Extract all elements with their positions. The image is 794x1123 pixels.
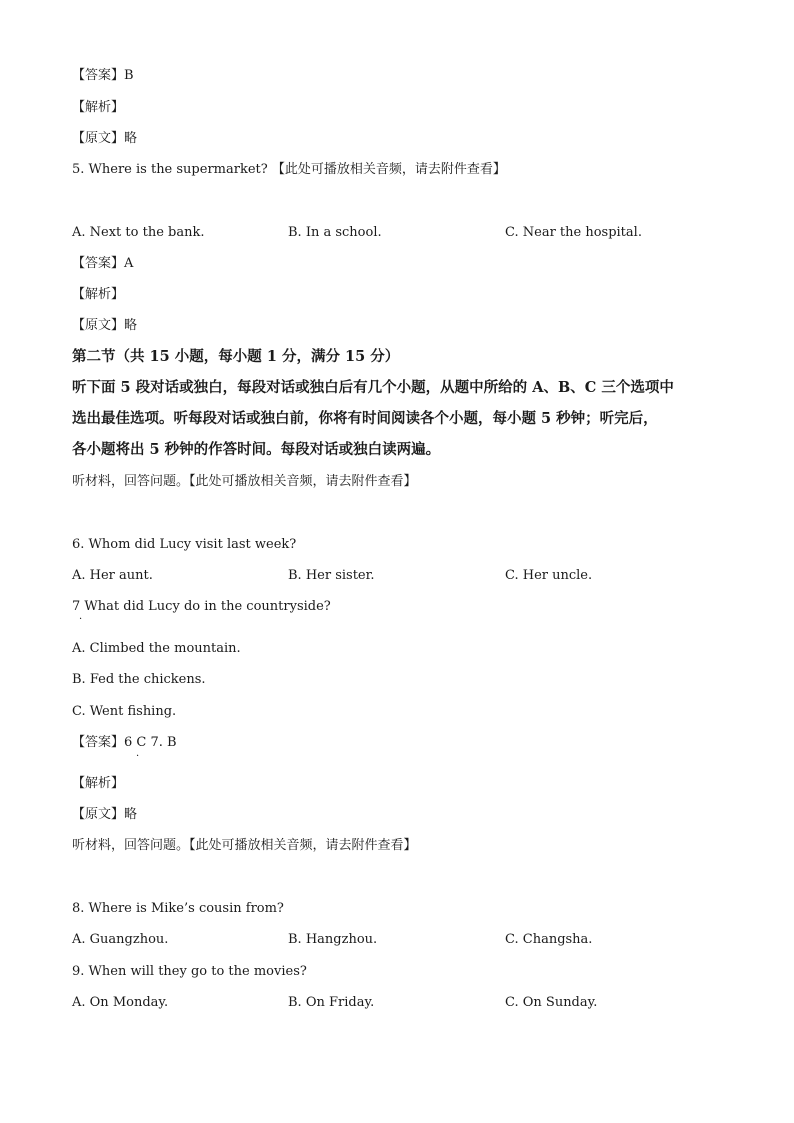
original-text-label: 【原文】略	[72, 131, 138, 146]
listen-prompt: 听材料，回答问题。【此处可播放相关音频，请去附件查看】	[72, 838, 417, 853]
q8-option-c: C. Changsha.	[505, 932, 593, 947]
listen-prompt: 听材料，回答问题。【此处可播放相关音频，请去附件查看】	[72, 474, 417, 489]
decimal-dot: ·	[136, 751, 140, 762]
section-2-instructions-line: 各小题将出 5 秒钟的作答时间。每段对话或独白读两遍。	[72, 441, 441, 458]
q5-option-b: B. In a school.	[288, 225, 382, 240]
q8-option-b: B. Hangzhou.	[288, 932, 378, 947]
question-9: 9. When will they go to the movies?	[72, 964, 307, 979]
section-2-title: 第二节（共 15 小题，每小题 1 分，满分 15 分）	[72, 348, 400, 365]
q6-option-b: B. Her sister.	[288, 568, 375, 583]
question-7: 7 What did Lucy do in the countryside?	[72, 599, 331, 614]
q7-option-a: A. Climbed the mountain.	[72, 641, 241, 656]
q6-option-c: C. Her uncle.	[505, 568, 593, 583]
original-text-label: 【原文】略	[72, 318, 138, 333]
answer-q4: 【答案】B	[72, 68, 134, 83]
q7-option-b: B. Fed the chickens.	[72, 672, 206, 687]
analysis-label: 【解析】	[72, 100, 125, 115]
section-2-instructions-line: 听下面 5 段对话或独白，每段对话或独白后有几个小题，从题中所给的 A、B、C 三个选项中	[72, 379, 674, 396]
q7-option-c: C. Went fishing.	[72, 704, 177, 719]
q6-option-a: A. Her aunt.	[72, 568, 153, 583]
question-5: 5. Where is the supermarket? 【此处可播放相关音频，请去附件查看】	[72, 162, 506, 177]
q5-option-c: C. Near the hospital.	[505, 225, 642, 240]
q9-option-b: B. On Friday.	[288, 995, 375, 1010]
answer-q6-q7: 【答案】6 C 7. B	[72, 735, 177, 750]
analysis-label: 【解析】	[72, 287, 125, 302]
question-6: 6. Whom did Lucy visit last week?	[72, 537, 297, 552]
q8-option-a: A. Guangzhou.	[72, 932, 169, 947]
question-8: 8. Where is Mike’s cousin from?	[72, 901, 284, 916]
original-text-label: 【原文】略	[72, 807, 138, 822]
q5-option-a: A. Next to the bank.	[72, 225, 205, 240]
q9-option-a: A. On Monday.	[72, 995, 169, 1010]
q9-option-c: C. On Sunday.	[505, 995, 598, 1010]
analysis-label: 【解析】	[72, 776, 125, 791]
section-2-instructions-line: 选出最佳选项。听每段对话或独白前，你将有时间阅读各个小题，每小题 5 秒钟；听完后，	[72, 410, 658, 427]
decimal-dot: ·	[79, 614, 83, 625]
answer-q5: 【答案】A	[72, 256, 134, 271]
